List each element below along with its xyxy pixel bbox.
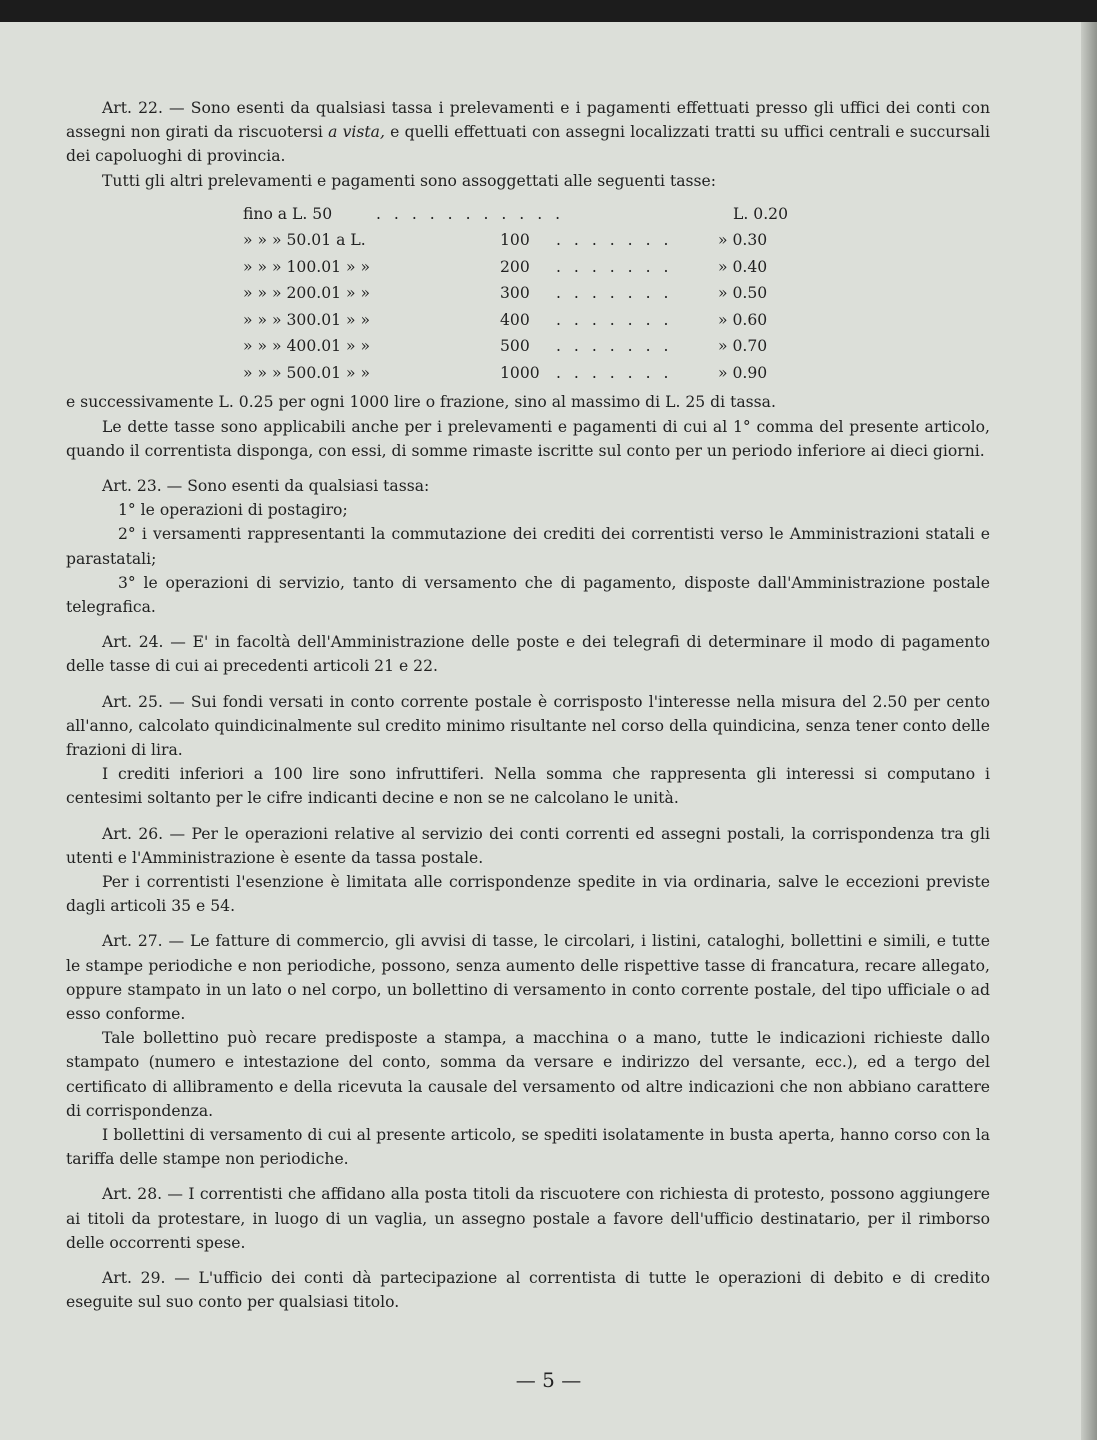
tax-row-range: » » » 500.01 » » [243,363,371,382]
tax-row-range: fino a L. 50 [243,204,333,223]
tax-row-leader: . . . . . . . [556,363,673,382]
art26-paragraph-1: Art. 26. — Per le operazioni relative al servizio dei conti correnti ed assegni postali, la corrispondenza tra gli utenti e l'Amministrazione è esente da tassa postale. [66,824,990,867]
tax-row-range: » » » 50.01 a L. [243,231,366,250]
tax-row-fee: » 0.90 [718,363,768,382]
art22-paragraph-2: Tutti gli altri prelevamenti e pagamenti sono assoggettati alle seguenti tasse: [102,171,716,190]
tax-row-fee: L. 0.20 [733,204,788,223]
page-number: — 5 — [515,1368,582,1392]
page-spine-shadow [1081,22,1097,1440]
tax-row-fee: » 0.60 [718,310,768,329]
tax-row-leader: . . . . . . . [556,284,673,303]
art23-item-2: 2° i versamenti rappresentanti la commutazione dei crediti dei correntisti verso le Amministrazioni statali e parastatali; [66,525,990,568]
tax-row [66,227,990,254]
tax-row [66,201,990,228]
art25-paragraph-2: I crediti inferiori a 100 lire sono infruttiferi. Nella somma che rappresenta gli interessi si computano i centesimi soltanto per le cifre indicanti decine e non se ne calcolano le unità. [66,765,990,808]
tax-row [66,307,990,334]
art22-paragraph-4: Le dette tasse sono applicabili anche per i prelevamenti e pagamenti di cui al 1° comma del presente articolo, quando il correntista disponga, con essi, di somme rimaste iscritte sul conto per un periodo inferiore ai dieci giorni. [66,417,990,460]
art27-paragraph-1: Art. 27. — Le fatture di commercio, gli avvisi di tasse, le circolari, i listini, cataloghi, bollettini e simili, e tutte le stampe periodiche e non periodiche, possono, senza aumento delle rispettive tasse di francatura, recare allegato, oppure stampato in un lato o nel corpo, un bollettino di versamento in conto corrente postale, del tipo ufficiale o ad esso conforme. [66,932,990,1023]
tax-row-range: » » » 100.01 » » [243,257,371,276]
art29-paragraph-1: Art. 29. — L'ufficio dei conti dà partecipazione al correntista di tutte le operazioni di debito e di credito eseguite sul suo conto per qualsiasi titolo. [66,1269,990,1312]
tax-row-leader: . . . . . . . [556,231,673,250]
tax-row [66,280,990,307]
tax-row-upper: 1000 [500,363,540,382]
tax-row-upper: 300 [500,284,530,303]
art27-paragraph-2: Tale bollettino può recare predisposte a stampa, a macchina o a mano, tutte le indicazioni richieste dallo stampato (numero e intestazione del conto, somma da versare e indirizzo del versante, ecc.), ed a tergo del certificato di allibramento e della ricevuta la causale del versamento od altre indicazioni che non abbiano carattere di corrispondenza. [66,1029,990,1120]
tax-row-range: » » » 300.01 » » [243,310,371,329]
tax-row-fee: » 0.50 [718,284,768,303]
art26-paragraph-2: Per i correntisti l'esenzione è limitata alle corrispondenze spedite in via ordinaria, salve le eccezioni previste dagli articoli 35 e 54. [66,872,990,916]
tax-row [66,360,990,387]
tax-row-upper: 500 [500,337,530,356]
tax-row-upper: 200 [500,257,530,276]
tax-row-leader: . . . . . . . . . . . [376,204,565,223]
tax-row [66,333,990,360]
tax-row-leader: . . . . . . . [556,310,673,329]
art23-item-1: 1° le operazioni di postagiro; [118,501,348,520]
art24-paragraph-1: Art. 24. — E' in facoltà dell'Amministrazione delle poste e dei telegrafi di determinare il modo di pagamento delle tasse di cui ai precedenti articoli 21 e 22. [66,633,990,676]
tax-row-fee: » 0.30 [718,231,768,250]
tax-row-fee: » 0.40 [718,257,768,276]
art23-intro: Art. 23. — Sono esenti da qualsiasi tassa: [102,476,430,495]
document-page [0,22,1097,1440]
art27-paragraph-3: I bollettini di versamento di cui al presente articolo, se spediti isolatamente in busta aperta, hanno corso con la tariffa delle stampe non periodiche. [66,1126,990,1169]
tax-row-fee: » 0.70 [718,337,768,356]
art25-paragraph-1: Art. 25. — Sui fondi versati in conto corrente postale è corrisposto l'interesse nella misura del 2.50 per cento all'anno, calcolato quindicinalmente sul credito minimo risultante nel corso della quindicina, senza tener conto delle frazioni di lira. [66,692,990,759]
tax-row-leader: . . . . . . . [556,257,673,276]
tax-row-range: » » » 200.01 » » [243,284,371,303]
tax-table [66,201,990,387]
art28-paragraph-1: Art. 28. — I correntisti che affidano alla posta titoli da riscuotere con richiesta di protesto, possono aggiungere ai titoli da protestare, in luogo di un vaglia, un assegno postale a favore dell'ufficio destinatario, per il rimborso delle occorrenti spese. [66,1185,990,1252]
art22-paragraph-1: Art. 22. — Sono esenti da qualsiasi tassa i prelevamenti e i pagamenti effettuati presso gli uffici dei conti con assegni non girati da riscuotersi a vista, e quelli effettuati con assegni localizzati tratti su uffici centrali e succursali dei capoluoghi di provincia. [66,99,991,166]
tax-row [66,254,990,281]
tax-row-upper: 100 [500,231,530,250]
art22-paragraph-3: e successivamente L. 0.25 per ogni 1000 lire o frazione, sino al massimo di L. 25 di tassa. [66,393,776,412]
art22-italic-phrase: a vista, [328,123,385,142]
tax-row-range: » » » 400.01 » » [243,337,371,356]
tax-row-leader: . . . . . . . [556,337,673,356]
page-content [66,96,990,1314]
art23-item-3: 3° le operazioni di servizio, tanto di versamento che di pagamento, disposte dall'Amministrazione postale telegrafica. [66,573,990,616]
tax-row-upper: 400 [500,310,530,329]
